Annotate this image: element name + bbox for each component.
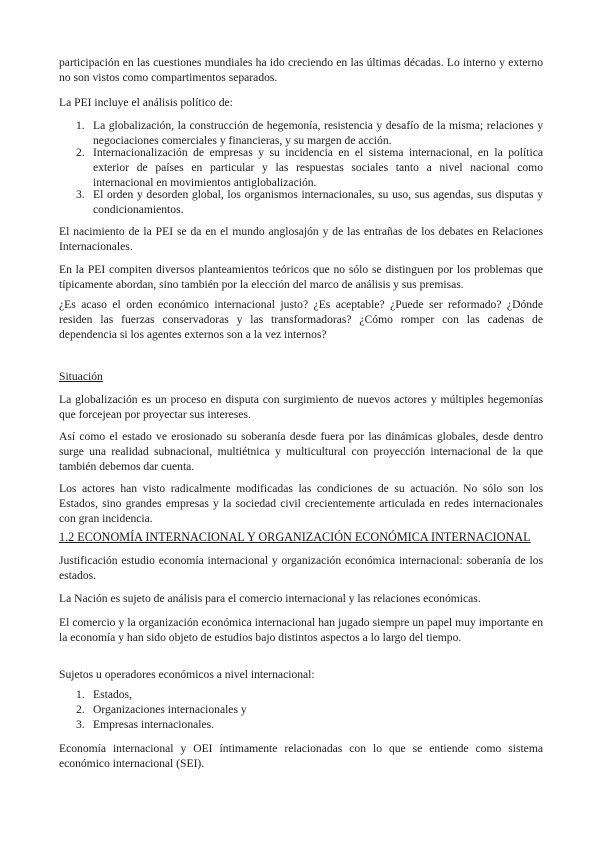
- paragraph: ¿Es acaso el orden económico internacional justo? ¿Es aceptable? ¿Puede ser reformado? ¿Dónde residen las fuerzas conservadoras y las transformadoras? ¿Cómo romper con las cadenas de dependencia si los agentes externos son a la vez internos?: [59, 298, 543, 341]
- paragraph: La globalización es un proceso en disputa con surgimiento de nuevos actores y múltiples hegemonías que forcejean por proyectar sus intereses.: [59, 393, 543, 421]
- paragraph: Economía internacional y OEI íntimamente relacionadas con lo que se entiende como sistema económico internacional (SEI).: [59, 742, 543, 770]
- list-number: 2.: [76, 703, 85, 716]
- list-number: 1.: [76, 119, 85, 132]
- paragraph: El comercio y la organización económica internacional han jugado siempre un papel muy importante en la economía y han sido objeto de estudios bajo distintos aspectos a lo largo del tiempo.: [59, 616, 543, 644]
- paragraph: La PEI incluye el análisis político de:: [59, 96, 233, 109]
- list-item: Estados,: [93, 688, 132, 701]
- paragraph: Justificación estudio economía internacional y organización económica internacional: soberanía de los estados.: [59, 554, 543, 582]
- paragraph: El nacimiento de la PEI se da en el mundo anglosajón y de las entrañas de los debates en Relaciones Internacionales.: [59, 225, 543, 253]
- section-heading: 1.2 ECONOMÍA INTERNACIONAL Y ORGANIZACIÓN ECONÓMICA INTERNACIONAL: [59, 530, 531, 544]
- paragraph: Los actores han visto radicalmente modificadas las condiciones de su actuación. No sólo son los Estados, sino grandes empresas y la sociedad civil crecientemente articulada en redes internacionales con gran incidencia.: [59, 482, 543, 525]
- list-number: 3.: [76, 188, 85, 201]
- paragraph: Así como el estado ve erosionado su soberanía desde fuera por las dinámicas globales, desde dentro surge una realidad subnacional, multiétnica y multicultural con proyección internacional de la que también debemos dar cuenta.: [59, 430, 543, 473]
- paragraph: participación en las cuestiones mundiales ha ido creciendo en las últimas décadas. Lo interno y externo no son vistos como compartimentos separados.: [59, 56, 543, 84]
- list-number: 3.: [76, 718, 85, 731]
- list-number: 1.: [76, 688, 85, 701]
- list-number: 2.: [76, 146, 85, 159]
- paragraph: Sujetos u operadores económicos a nivel internacional:: [59, 668, 315, 681]
- section-heading-situacion: Situación: [59, 370, 103, 383]
- list-item: La globalización, la construcción de hegemonía, resistencia y desafío de la misma; relaciones y negociaciones comerciales y financieras, y su margen de acción.: [93, 119, 543, 147]
- list-item: Organizaciones internacionales y: [93, 703, 247, 716]
- paragraph: En la PEI compiten diversos planteamientos teóricos que no sólo se distinguen por los problemas que típicamente abordan, sino también por la elección del marco de análisis y sus premisas.: [59, 263, 543, 291]
- list-item: El orden y desorden global, los organismos internacionales, su uso, sus agendas, sus disputas y condicionamientos.: [93, 188, 543, 216]
- paragraph: La Nación es sujeto de análisis para el comercio internacional y las relaciones económicas.: [59, 592, 481, 605]
- list-item: Empresas internacionales.: [93, 718, 215, 731]
- list-item: Internacionalización de empresas y su incidencia en el sistema internacional, en la política exterior de países en particular y las respuestas sociales tanto a nivel nacional como internacional en movimientos antiglobalización.: [93, 146, 543, 189]
